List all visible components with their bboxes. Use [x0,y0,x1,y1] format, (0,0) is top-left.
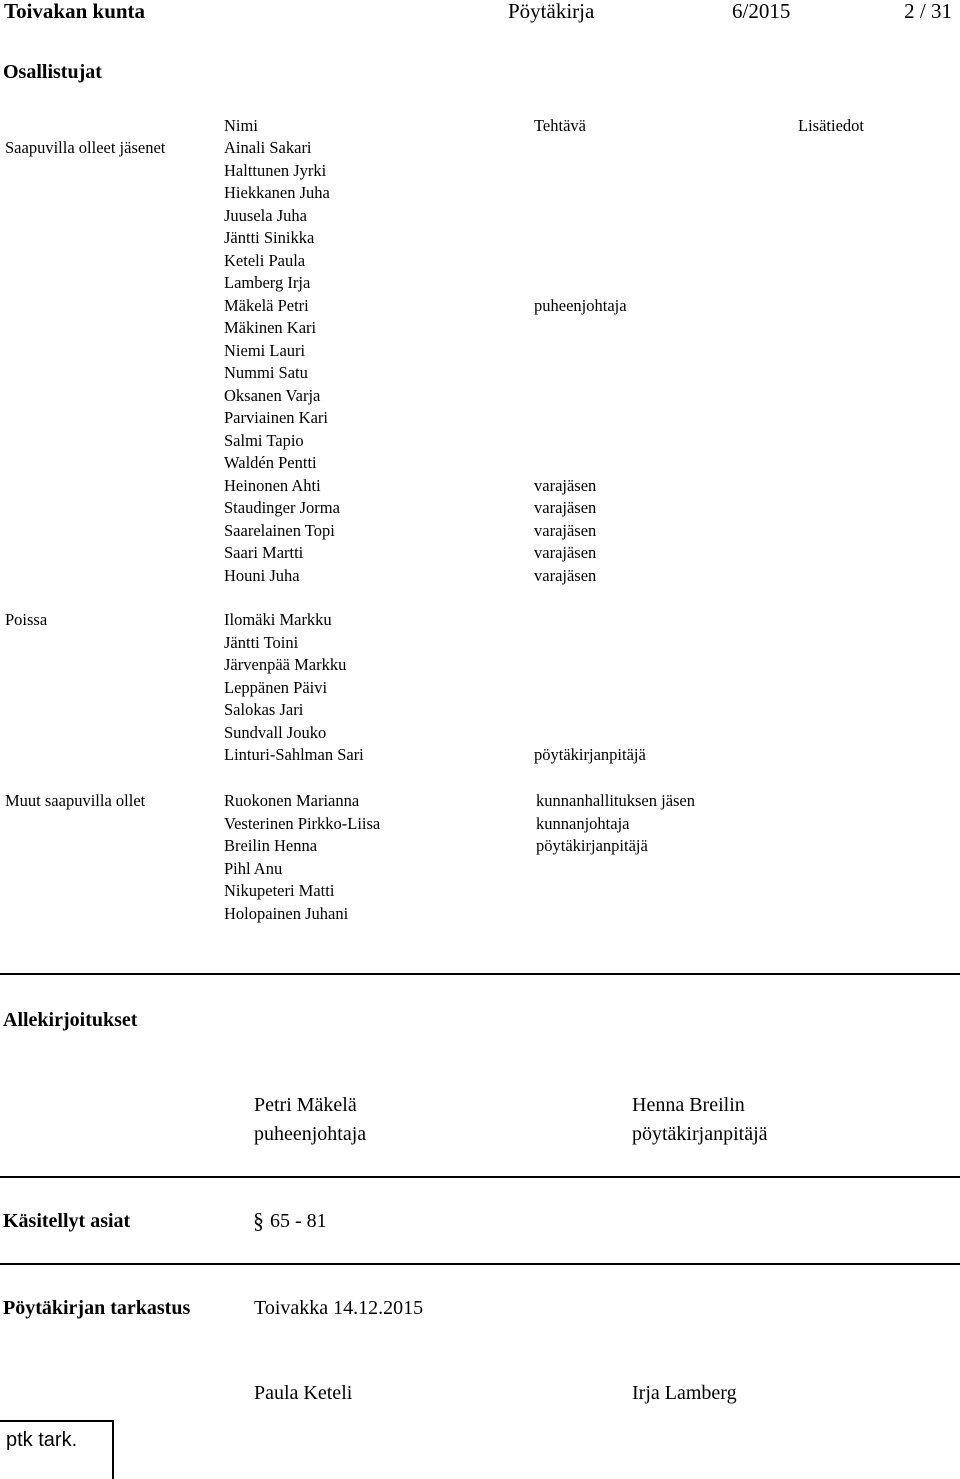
section-divider [0,1263,960,1265]
participant-name: Hiekkanen Juha [224,183,330,202]
participant-row [0,272,960,295]
participant-row [0,858,960,881]
participant-name: Staudinger Jorma [224,498,340,517]
participant-row [0,160,960,183]
signer-right-role: pöytäkirjanpitäjä [632,1123,768,1145]
participant-name: Vesterinen Pirkko-Liisa [224,813,381,833]
participant-name: Pihl Anu [224,858,283,878]
participant-row [0,632,960,655]
participant-row [0,699,960,722]
participant-name: Sundvall Jouko [224,722,327,742]
participant-row [0,362,960,385]
participant-name: Lamberg Irja [224,273,311,292]
section-sign-icon: § [253,1208,264,1233]
absent-members-list [0,609,960,767]
review-stamp-label: ptk tark. [6,1429,78,1451]
participant-row [0,722,960,745]
participant-row [0,340,960,363]
participant-name: Saari Martti [224,543,304,562]
participant-name: Halttunen Jyrki [224,160,327,180]
participant-name: Oksanen Varja [224,385,321,405]
participant-row [0,137,960,160]
signer-left-role: puheenjohtaja [254,1123,367,1145]
participant-name: Parviainen Kari [224,408,329,427]
participant-row [0,295,960,318]
participant-row [0,565,960,588]
reviewer-right-name: Irja Lamberg [632,1382,737,1404]
signer-right-name: Henna Breilin [632,1094,745,1116]
participant-name: Ainali Sakari [224,138,312,157]
organization-name: Toivakan kunta [4,0,146,23]
participant-name: Nikupeteri Matti [224,881,335,900]
participant-name: Leppänen Päivi [224,677,328,697]
participant-name: Järvenpää Markku [224,655,347,674]
participant-row [0,813,960,836]
page-number: 2 / 31 [904,0,952,23]
review-title: Pöytäkirjan tarkastus [3,1297,191,1319]
participant-role: varajäsen [534,565,597,585]
participant-name: Mäkinen Kari [224,318,317,337]
participant-row [0,609,960,632]
participant-name: Linturi-Sahlman Sari [224,745,364,764]
participant-name: Nummi Satu [224,363,308,382]
section-divider [0,973,960,975]
participant-name: Mäkelä Petri [224,295,309,315]
section-divider [0,1176,960,1178]
participant-row [0,227,960,250]
participant-row [0,790,960,813]
participant-name: Holopainen Juhani [224,903,349,923]
column-header-name: Nimi [224,116,258,135]
participant-row [0,835,960,858]
participant-row [0,520,960,543]
participant-role: kunnanhallituksen jäsen [536,791,696,810]
participant-role: varajäsen [534,475,597,495]
participant-name: Juusela Juha [224,205,307,225]
participant-row [0,250,960,273]
review-stamp-box [0,1420,114,1479]
participant-name: Ilomäki Markku [224,610,332,629]
participants-title: Osallistujat [3,61,102,83]
participant-row [0,182,960,205]
participant-role: varajäsen [534,543,597,562]
participant-row [0,407,960,430]
participant-row [0,542,960,565]
participant-role: pöytäkirjanpitäjä [536,836,648,855]
document-type: Pöytäkirja [508,0,595,23]
participant-row [0,903,960,926]
present-members-list [0,137,960,587]
group-label-others: Muut saapuvilla ollet [5,791,146,810]
participant-name: Heinonen Ahti [224,475,321,495]
participant-row [0,205,960,228]
other-attendees-list [0,790,960,925]
signer-left-name: Petri Mäkelä [254,1094,357,1116]
reviewer-left-name: Paula Keteli [254,1382,353,1404]
participant-role: varajäsen [534,498,597,517]
meeting-number: 6/2015 [732,0,791,23]
handled-items-title: Käsitellyt asiat [3,1210,131,1232]
participant-name: Jäntti Toini [224,632,299,652]
participant-name: Salokas Jari [224,700,304,719]
participant-row [0,880,960,903]
participant-name: Ruokonen Marianna [224,791,360,810]
participant-row [0,475,960,498]
handled-items-range: 65 - 81 [270,1210,327,1232]
participant-row [0,430,960,453]
participant-row [0,744,960,767]
group-label-present: Saapuvilla olleet jäsenet [5,138,166,157]
participant-name: Keteli Paula [224,250,306,270]
participant-row [0,317,960,340]
participant-role: varajäsen [534,520,597,540]
participant-role: pöytäkirjanpitäjä [534,745,646,764]
participant-row [0,385,960,408]
participant-name: Jäntti Sinikka [224,228,315,247]
participant-row [0,654,960,677]
signatures-title: Allekirjoitukset [3,1009,138,1031]
participant-name: Breilin Henna [224,836,318,855]
participant-row [0,677,960,700]
group-label-absent: Poissa [5,610,48,629]
review-place-date: Toivakka 14.12.2015 [254,1297,424,1319]
participant-row [0,497,960,520]
participant-name: Salmi Tapio [224,430,304,450]
participant-name: Saarelainen Topi [224,520,335,540]
participant-name: Waldén Pentti [224,453,317,472]
participant-role: puheenjohtaja [534,295,627,315]
column-header-role: Tehtävä [534,116,586,135]
participant-row [0,452,960,475]
participant-role: kunnanjohtaja [536,813,630,833]
participant-name: Niemi Lauri [224,340,306,360]
column-header-info: Lisätiedot [798,116,864,135]
participant-name: Houni Juha [224,565,300,585]
